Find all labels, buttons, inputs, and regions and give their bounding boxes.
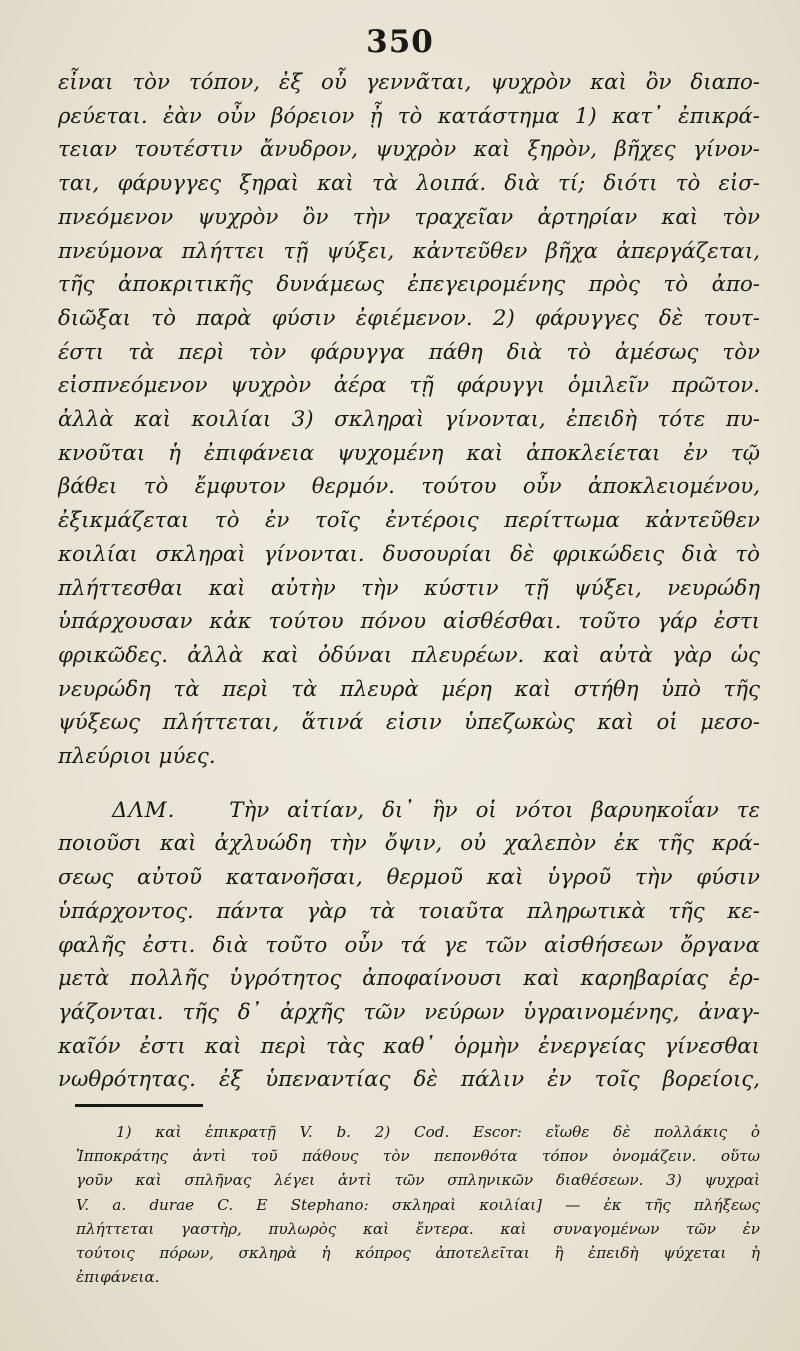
text-line: ρεύεται. ἐὰν οὖν βόρειον ᾖ τὸ κατάστημα 1) κατ᾽ ἐπικρά- — [58, 103, 760, 129]
text-line: ποιοῦσι καὶ ἀχλυώδη τὴν ὄψιν, οὐ χαλεπὸν ἐκ τῆς κρά- — [58, 831, 760, 857]
paragraph-1 — [58, 66, 760, 774]
text-line-first — [58, 794, 760, 828]
footnote-line: Ἱπποκράτης ἀντὶ τοῦ πάθους τὸν πεπονθότα τόπον ὀνομάζειν. οὕτω — [76, 1147, 760, 1166]
text-line: τειαν τουτέστιν ἄνυδρον, ψυχρὸν καὶ ξηρὸν, βῆχες γίνον- — [58, 137, 760, 163]
text-line: νευρώδη τὰ περὶ τὰ πλευρὰ μέρη καὶ στήθη ὑπὸ τῆς — [58, 676, 760, 702]
footnotes — [76, 1120, 760, 1289]
footnote-line: ἐπιφάνεια. — [76, 1268, 160, 1287]
page-number: 350 — [366, 24, 434, 60]
text-line: καῖόν ἐστι καὶ περὶ τὰς καθ᾽ ὁρμὴν ἐνεργείας γίνεσθαι — [58, 1033, 760, 1059]
text-line: ται, φάρυγγες ξηραὶ καὶ τὰ λοιπά. διὰ τί; διότι τὸ εἰσ- — [58, 171, 760, 197]
text-line: νωθρότητας. ἐξ ὑπεναντίας δὲ πάλιν ἐν τοῖς βορείοις, — [58, 1067, 760, 1093]
text-line: διῶξαι τὸ παρὰ φύσιν ἐφιέμενον. 2) φάρυγγες δὲ τουτ- — [58, 305, 760, 331]
text-line: κοιλίαι σκληραὶ γίνονται. δυσουρίαι δὲ φρικώδεις διὰ τὸ — [58, 541, 760, 567]
text-line: κνοῦται ἡ ἐπιφάνεια ψυχομένη καὶ ἀποκλείεται ἐν τῷ — [58, 440, 760, 466]
text-line: πνεόμενον ψυχρὸν ὂν τὴν τραχεῖαν ἀρτηρίαν καὶ τὸν — [58, 204, 760, 230]
text-line: φαλῆς ἐστι. διὰ τοῦτο οὖν τά γε τῶν αἰσθήσεων ὄργανα — [58, 932, 760, 958]
text-line: ψύξεως πλήττεται, ἅτινά εἰσιν ὑπεζωκὼς καὶ οἱ μεσο- — [58, 710, 760, 736]
text-line: γάζονται. τῆς δ᾽ ἀρχῆς τῶν νεύρων ὑγραινομένης, ἀναγ- — [58, 999, 760, 1025]
text-line: βάθει τὸ ἔμφυτον θερμόν. τούτου οὖν ἀποκλειομένου, — [58, 474, 760, 500]
text-line: ἀλλὰ καὶ κοιλίαι 3) σκληραὶ γίνονται, ἐπειδὴ τότε πυ- — [58, 407, 760, 433]
paragraph-gap — [58, 774, 760, 794]
first-line-text: Τὴν αἰτίαν, δι᾽ ἣν οἱ νότοι βαρυηκοΐαν τε — [229, 797, 760, 823]
text-line: ἐξικμάζεται τὸ ἐν τοῖς ἐντέροις περίττωμα κἀντεῦθεν — [58, 508, 760, 534]
footnote-line: γοῦν καὶ σπλῆνας λέγει ἀντὶ τῶν σπληνικῶν διαθέσεων. 3) ψυχραὶ — [76, 1171, 760, 1190]
text-line: μετὰ πολλῆς ὑγρότητος ἀποφαίνουσι καὶ καρηβαρίας ἐρ- — [58, 966, 760, 992]
main-text — [58, 66, 760, 1097]
text-line: ὑπάρχουσαν κἀκ τούτου πόνου αἰσθέσθαι. τοῦτο γάρ ἐστι — [58, 609, 760, 635]
text-line: έστι τὰ περὶ τὸν φάρυγγα πάθη διὰ τὸ ἀμέσως τὸν — [58, 339, 760, 365]
text-line: πλήττεσθαι καὶ αὐτὴν τὴν κύστιν τῇ ψύξει, νευρώδη — [58, 575, 760, 601]
text-line: σεως αὐτοῦ κατανοῆσαι, θερμοῦ καὶ ὑγροῦ τὴν φύσιν — [58, 865, 760, 891]
text-line: πλεύριοι μύες. — [58, 744, 216, 770]
footnote-line: 1) καὶ ἐπικρατῇ V. b. 2) Cod. Escor: εἴωθε δὲ πολλάκις ὁ — [116, 1123, 760, 1141]
text-line: φρικῶδες. ἀλλὰ καὶ ὀδύναι πλευρέων. καὶ αὐτὰ γὰρ ὡς — [58, 642, 760, 668]
footnote-line: τούτοις πόρων, σκληρὰ ἡ κόπρος ἀποτελεῖται ἢ ἐπειδὴ ψύχεται ἡ — [76, 1244, 760, 1263]
paragraph-2 — [58, 794, 760, 1097]
text-line: πνεύμονα πλήττει τῇ ψύξει, κἀντεῦθεν βῆχα ἀπεργάζεται, — [58, 238, 760, 264]
text-line: τῆς ἀποκριτικῆς δυνάμεως ἐπεγειρομένης πρὸς τὸ ἀπο- — [58, 272, 760, 298]
text-line: ὑπάρχοντος. πάντα γὰρ τὰ τοιαῦτα πληρωτικὰ τῆς κε- — [58, 898, 760, 924]
footnote-line: πλήττεται γαστὴρ, πυλωρὸς καὶ ἔντερα. καὶ συναγομένων τῶν ἐν — [76, 1219, 760, 1238]
footnote-line: V. a. durae C. E Stephano: σκληραὶ κοιλίαι] — ἐκ τῆς πλήξεως — [76, 1195, 760, 1214]
text-line: εἶναι τὸν τόπον, ἐξ οὗ γεννᾶται, ψυχρὸν καὶ ὂν διαπο- — [58, 70, 760, 95]
text-line: εἰσπνεόμενον ψυχρὸν ἀέρα τῇ φάρυγγι ὁμιλεῖν πρῶτον. — [58, 373, 760, 399]
footnote-divider — [75, 1104, 203, 1107]
speaker-label: ΔΛΜ. — [112, 797, 176, 823]
